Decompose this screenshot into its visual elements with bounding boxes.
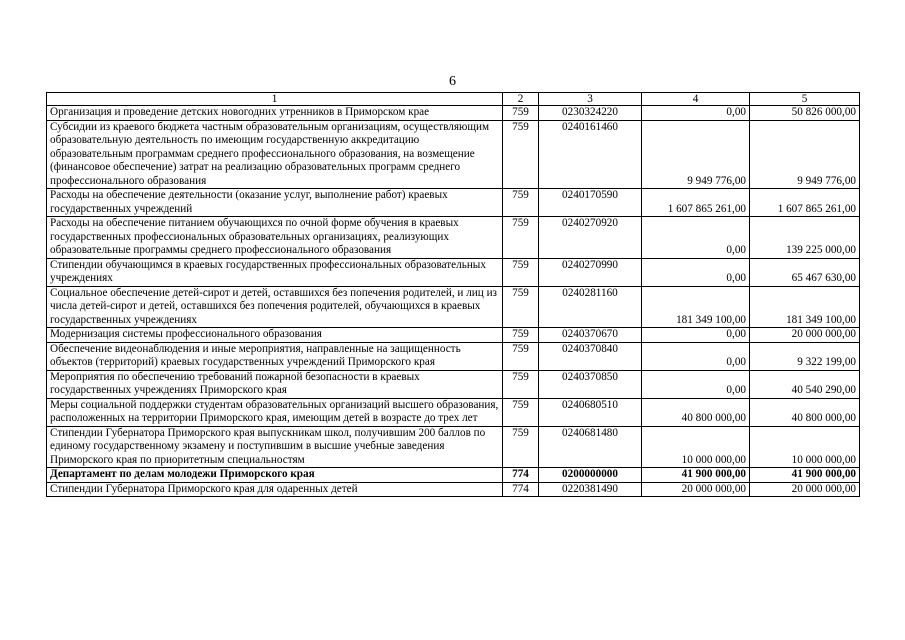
row-sum-col4: 40 800 000,00 [642, 398, 750, 426]
table-row [47, 258, 860, 286]
table-header-row [47, 93, 860, 106]
row-description: Расходы на обеспечение питанием обучающихся по очной форме обучения в краевых государственных профессиональных образовательных организациях, реализующих образовательные программы среднего профессионального образования [47, 217, 503, 259]
row-description: Стипендии обучающимся в краевых государственных профессиональных образовательных учреждениях [47, 258, 503, 286]
row-sum-col5: 40 800 000,00 [750, 398, 860, 426]
table-row [47, 328, 860, 343]
row-sum-col4: 0,00 [642, 328, 750, 343]
row-sum-col4: 0,00 [642, 217, 750, 259]
row-sum-col5: 9 322 199,00 [750, 342, 860, 370]
row-target-code: 0230324220 [539, 106, 642, 121]
row-sum-col4: 0,00 [642, 370, 750, 398]
row-sum-col4: 1 607 865 261,00 [642, 189, 750, 217]
row-grbs-code: 774 [503, 468, 539, 483]
row-grbs-code: 774 [503, 482, 539, 497]
table-row [47, 482, 860, 497]
table-row [47, 189, 860, 217]
row-sum-col5: 181 349 100,00 [750, 286, 860, 328]
row-grbs-code: 759 [503, 120, 539, 189]
row-target-code: 0240281160 [539, 286, 642, 328]
header-cell-2: 2 [503, 93, 539, 106]
row-sum-col4: 181 349 100,00 [642, 286, 750, 328]
row-grbs-code: 759 [503, 189, 539, 217]
table-row [47, 398, 860, 426]
budget-table [46, 92, 860, 497]
row-grbs-code: 759 [503, 398, 539, 426]
row-sum-col5: 1 607 865 261,00 [750, 189, 860, 217]
row-target-code: 0240680510 [539, 398, 642, 426]
row-sum-col4: 9 949 776,00 [642, 120, 750, 189]
row-sum-col4: 0,00 [642, 342, 750, 370]
row-grbs-code: 759 [503, 370, 539, 398]
row-description: Организация и проведение детских новогодних утренников в Приморском крае [47, 106, 503, 121]
table-row [47, 370, 860, 398]
table-row [47, 426, 860, 468]
header-cell-4: 4 [642, 93, 750, 106]
row-sum-col5: 10 000 000,00 [750, 426, 860, 468]
row-sum-col5: 9 949 776,00 [750, 120, 860, 189]
row-grbs-code: 759 [503, 342, 539, 370]
row-sum-col4: 10 000 000,00 [642, 426, 750, 468]
row-sum-col4: 0,00 [642, 106, 750, 121]
row-target-code: 0240370850 [539, 370, 642, 398]
row-grbs-code: 759 [503, 328, 539, 343]
row-description: Мероприятия по обеспечению требований пожарной безопасности в краевых государственных учреждениях Приморского края [47, 370, 503, 398]
row-description: Субсидии из краевого бюджета частным образовательным организациям, осуществляющим образовательную деятельность по имеющим государственную аккредитацию образовательным программам среднего профессионального образования, на возмещение (финансовое обеспечение) затрат на реализацию образовательных программ среднего профессионального образования [47, 120, 503, 189]
row-grbs-code: 759 [503, 258, 539, 286]
row-description: Социальное обеспечение детей-сирот и детей, оставшихся без попечения родителей, и лиц из числа детей-сирот и детей, оставшихся без попечения родителей, обучающихся в краевых государственных учреждениях [47, 286, 503, 328]
row-target-code: 0240681480 [539, 426, 642, 468]
row-description: Департамент по делам молодежи Приморского края [47, 468, 503, 483]
row-target-code: 0200000000 [539, 468, 642, 483]
page-number: 6 [449, 74, 456, 89]
header-cell-5: 5 [750, 93, 860, 106]
row-target-code: 0220381490 [539, 482, 642, 497]
row-sum-col4: 41 900 000,00 [642, 468, 750, 483]
table-row [47, 286, 860, 328]
row-target-code: 0240270920 [539, 217, 642, 259]
header-cell-1: 1 [47, 93, 503, 106]
row-description: Расходы на обеспечение деятельности (оказание услуг, выполнение работ) краевых государственных учреждений [47, 189, 503, 217]
row-sum-col5: 139 225 000,00 [750, 217, 860, 259]
table-row [47, 217, 860, 259]
row-target-code: 0240161460 [539, 120, 642, 189]
table-row-department-total [47, 468, 860, 483]
row-sum-col5: 20 000 000,00 [750, 482, 860, 497]
row-sum-col4: 0,00 [642, 258, 750, 286]
row-target-code: 0240370840 [539, 342, 642, 370]
table-row [47, 120, 860, 189]
row-grbs-code: 759 [503, 106, 539, 121]
row-description: Меры социальной поддержки студентам образовательных организаций высшего образования, расположенных на территории Приморского края, имеющим детей в возрасте до трех лет [47, 398, 503, 426]
row-target-code: 0240170590 [539, 189, 642, 217]
row-sum-col5: 20 000 000,00 [750, 328, 860, 343]
row-grbs-code: 759 [503, 217, 539, 259]
row-sum-col5: 50 826 000,00 [750, 106, 860, 121]
table-row [47, 342, 860, 370]
row-description: Стипендии Губернатора Приморского края выпускникам школ, получившим 200 баллов по единому государственному экзамену и поступившим в высшие учебные заведения Приморского края по приоритетным специальностям [47, 426, 503, 468]
row-sum-col5: 41 900 000,00 [750, 468, 860, 483]
row-sum-col4: 20 000 000,00 [642, 482, 750, 497]
row-grbs-code: 759 [503, 286, 539, 328]
row-description: Модернизация системы профессионального образования [47, 328, 503, 343]
row-grbs-code: 759 [503, 426, 539, 468]
header-cell-3: 3 [539, 93, 642, 106]
row-description: Обеспечение видеонаблюдения и иные мероприятия, направленные на защищенность объектов (территорий) краевых государственных учреждений Приморского края [47, 342, 503, 370]
row-sum-col5: 40 540 290,00 [750, 370, 860, 398]
table-row [47, 106, 860, 121]
row-description: Стипендии Губернатора Приморского края для одаренных детей [47, 482, 503, 497]
row-target-code: 0240370670 [539, 328, 642, 343]
row-sum-col5: 65 467 630,00 [750, 258, 860, 286]
row-target-code: 0240270990 [539, 258, 642, 286]
